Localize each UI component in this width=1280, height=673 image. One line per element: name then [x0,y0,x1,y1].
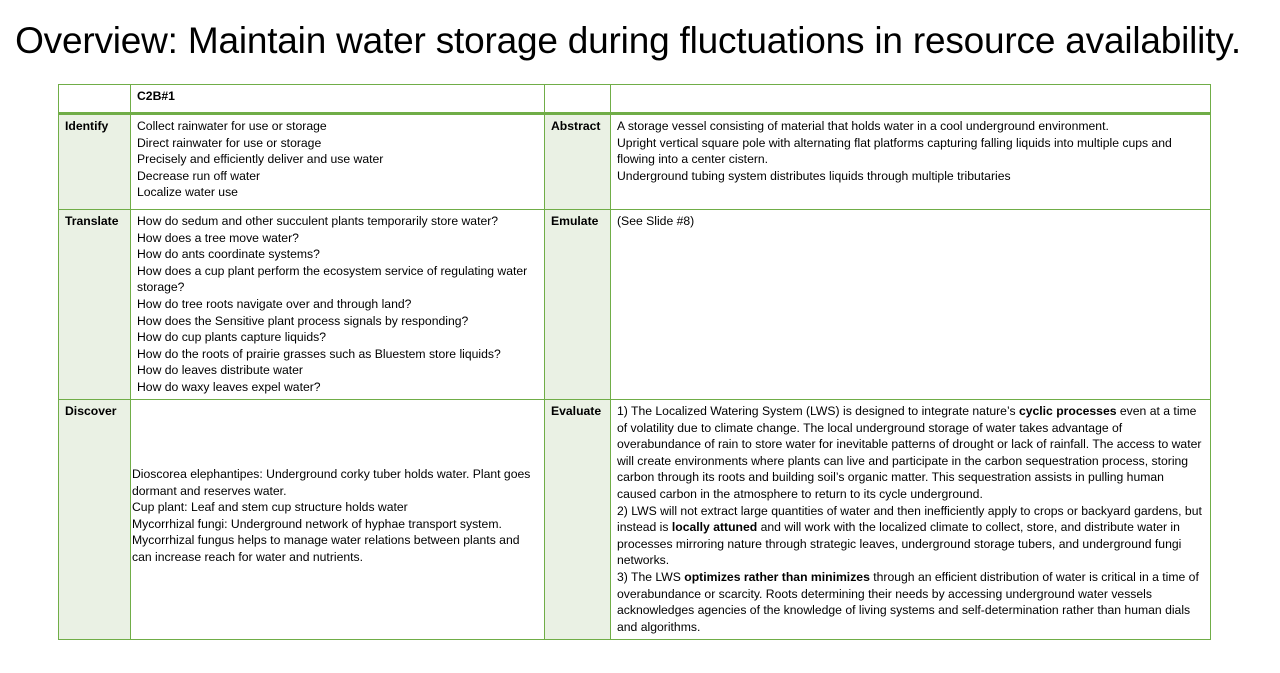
emulate-content [611,210,1211,400]
translate-question: How do waxy leaves expel water? [137,379,321,394]
discover-line: Cup plant: Leaf and stem cup structure holds water [132,500,408,515]
evaluate-label: Evaluate [545,400,611,640]
translate-question: How does a tree move water? [137,230,299,245]
table-row-discover [59,400,1211,640]
header-empty-cell-3 [611,85,1211,114]
emulate-label: Emulate [545,210,611,400]
identify-item: Direct rainwater for use or storage [137,135,322,150]
discover-content [131,400,545,640]
abstract-content [611,114,1211,210]
abstract-line: A storage vessel consisting of material that holds water in a cool underground environment. [617,119,1109,133]
header-empty-cell-2 [545,85,611,114]
translate-question: How do tree roots navigate over and through land? [137,296,412,311]
abstract-line: Upright vertical square pole with alternating flat platforms capturing falling liquids into multiple cups and flowing into a center cistern. [617,135,1172,167]
evaluate-emphasis: locally attuned [671,520,758,535]
translate-question: How do ants coordinate systems? [137,247,320,262]
identify-item: Localize water use [137,185,238,200]
translate-question: How do sedum and other succulent plants temporarily store water? [137,214,499,228]
identify-item: Collect rainwater for use or storage [137,119,327,133]
header-code-cell [131,85,545,114]
evaluate-content [611,400,1211,640]
discover-line: Mycorrhizal fungi: Underground network of hyphae transport system. Mycorrhizal fungus helps to manage water relations between plants and can increase reach for water and nutrients. [132,516,520,564]
slide-title: Overview: Maintain water storage during fluctuations in resource availability. [15,20,1241,61]
identify-item: Precisely and efficiently deliver and use water [137,152,384,167]
table-row-translate [59,210,1211,400]
evaluate-paragraph-3: 3) The LWS optimizes rather than minimizes through an efficient distribution of water is critical in a time of overabundance or scarcity. Roots determining their needs by accessing underground water vessels acknowledges agencies of the knowledge of living systems and self-determination rather than human dials and algorithms. [617,569,1199,634]
translate-question: How does a cup plant perform the ecosystem service of regulating water storage? [137,263,528,295]
identify-label: Identify [59,114,131,210]
translate-label: Translate [59,210,131,400]
translate-question: How does the Sensitive plant process signals by responding? [137,313,469,328]
evaluate-paragraph-2: 2) LWS will not extract large quantities of water and then inefficiently apply to crops or backyard gardens, but instead is locally attuned and will work with the localized climate to collect, store, and distribute water in processes mirroring nature through strategic leaves, underground storage tubers, and underground fungi networks. [617,503,1202,568]
identify-item: Decrease run off water [137,168,261,183]
header-empty-cell [59,85,131,114]
biomimicry-overview-table [58,84,1211,640]
table-row-identify [59,114,1211,210]
table-header-row [59,85,1211,114]
abstract-label: Abstract [545,114,611,210]
discover-line: Dioscorea elephantipes: Underground corky tuber holds water. Plant goes dormant and reserves water. [132,467,531,498]
evaluate-emphasis: cyclic processes [1018,404,1117,418]
translate-content [131,210,545,400]
discover-label: Discover [59,400,131,640]
abstract-line: Underground tubing system distributes liquids through multiple tributaries [617,168,1011,183]
translate-question: How do the roots of prairie grasses such as Bluestem store liquids? [137,346,501,361]
challenge-code: C2B#1 [137,89,175,103]
evaluate-paragraph-1: 1) The Localized Watering System (LWS) is designed to integrate nature’s cyclic processes even at a time of volatility due to climate change. The local underground storage of water takes advantage of overabundance of rain to store water for inevitable patterns of drought or lack of rainfall. The access to water will create environments where plants can live and participate in the carbon sequestration process, storing carbon through its roots and building soil’s organic matter. This sequestration assists in pulling human caused carbon in the atmosphere to return to its cycle underground. [617,404,1202,501]
identify-content [131,114,545,210]
translate-question: How do cup plants capture liquids? [137,330,327,345]
evaluate-emphasis: optimizes rather than minimizes [684,569,870,584]
translate-question: How do leaves distribute water [137,363,303,378]
emulate-text: (See Slide #8) [617,214,695,228]
